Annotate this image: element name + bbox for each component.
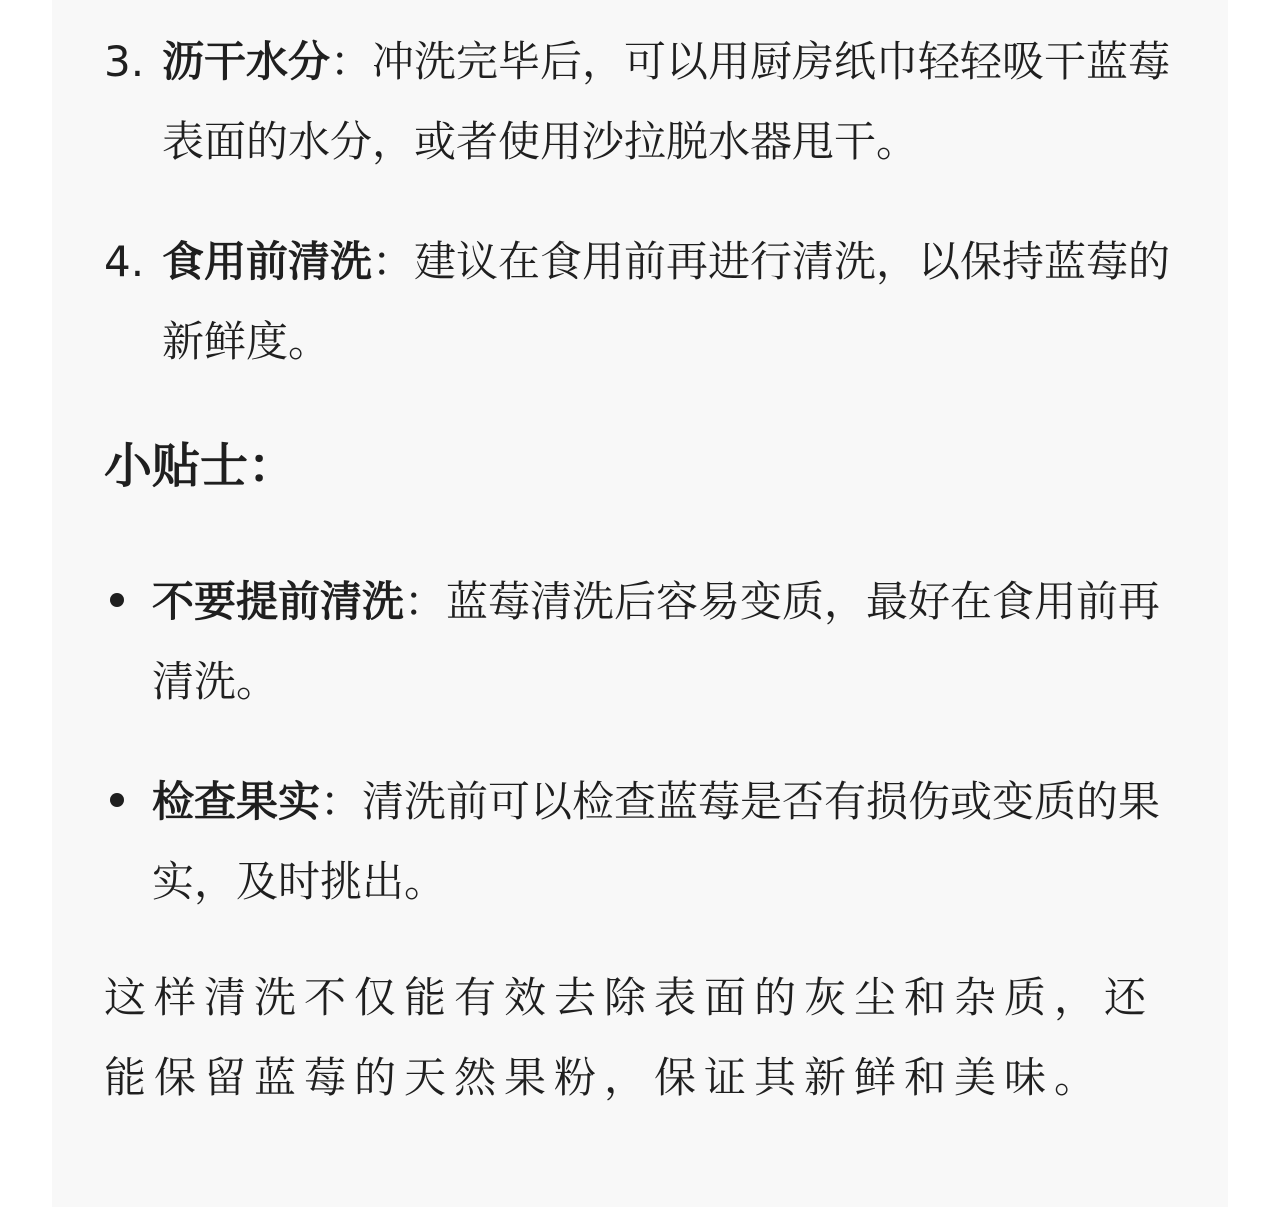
list-item-colon: ： <box>330 37 373 86</box>
list-number: 3. <box>104 37 145 86</box>
tip-title: 不要提前清洗 <box>152 577 405 626</box>
list-item-colon: ： <box>372 237 415 286</box>
list-item-text: 冲洗完毕后，可以用厨房纸巾轻轻吸干蓝莓表面的水分，或者使用沙拉脱水器甩干。 <box>162 37 1171 166</box>
tip-title: 检查果实 <box>152 777 321 826</box>
list-item-title: 食用前清洗 <box>162 237 373 286</box>
summary-paragraph: 这样清洗不仅能有效去除表面的灰尘和杂质，还能保留蓝莓的天然果粉，保证其新鲜和美味。 <box>104 973 1155 1102</box>
bullet-icon <box>110 593 124 607</box>
bullet-icon <box>110 793 124 807</box>
list-item-step-4 <box>104 222 1180 382</box>
tip-colon: ： <box>404 577 447 626</box>
tip-text: 清洗前可以检查蓝莓是否有损伤或变质的果实，及时挑出。 <box>152 777 1161 906</box>
list-item-title: 沥干水分 <box>162 37 331 86</box>
tip-text: 蓝莓清洗后容易变质，最好在食用前再清洗。 <box>152 577 1161 706</box>
tip-item-no-early-wash <box>104 562 1180 722</box>
list-item-step-3 <box>104 22 1180 182</box>
list-number: 4. <box>104 237 145 286</box>
tips-heading: 小贴士： <box>104 438 297 494</box>
tip-colon: ： <box>320 777 363 826</box>
list-item-text: 建议在食用前再进行清洗，以保持蓝莓的新鲜度。 <box>162 237 1171 366</box>
tip-item-check-fruit <box>104 762 1180 922</box>
answer-content <box>104 0 1180 1118</box>
